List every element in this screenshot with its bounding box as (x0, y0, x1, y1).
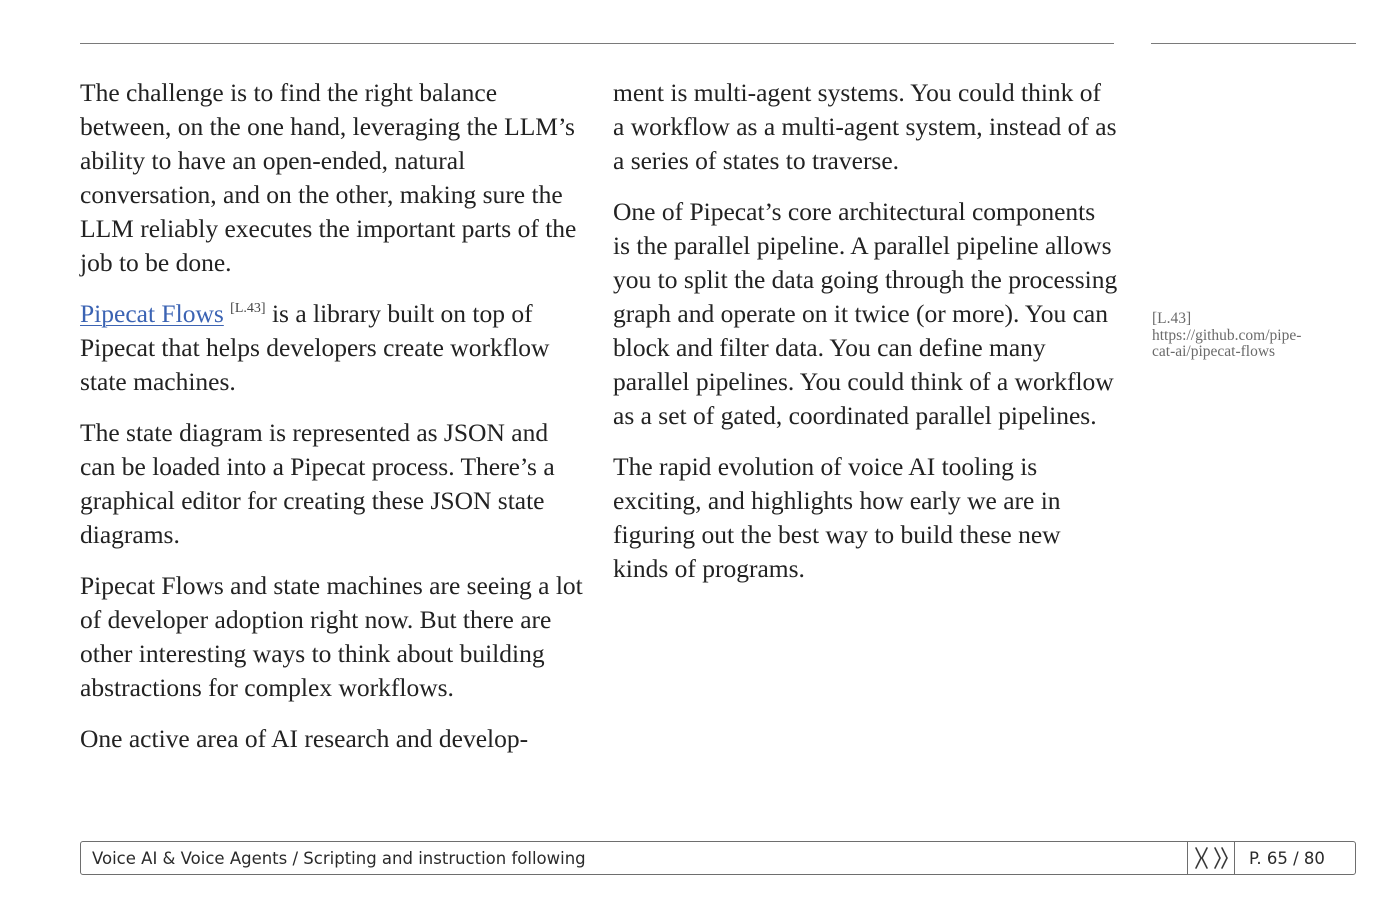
sidenote-ref: [L.43] (1152, 310, 1192, 327)
pipecat-flows-link[interactable]: Pipecat Flows (80, 299, 224, 328)
sidenote-url-line[interactable]: https://github.com/pipe- (1152, 326, 1302, 344)
paragraph: The challenge is to find the right balance between, on the one hand, leveraging the LLM’s ability to have an open-ended, natural conversation, and on the other, making sure the LLM reliably executes the important parts of the job to be done. (80, 78, 577, 277)
paragraph: One active area of AI research and develop- (80, 724, 529, 753)
sidenote-rule (1151, 43, 1356, 44)
paragraph: Pipecat Flows and state machines are seeing a lot of developer adoption right now. But there are other interesting ways to think about building abstractions for complex workflows. (80, 571, 583, 702)
page-indicator: P. 65 / 80 (1249, 848, 1325, 868)
header-rule (80, 43, 1114, 44)
reference-marker: [L.43] (230, 301, 266, 316)
footer-bar (80, 841, 1356, 875)
pipecat-logo-icon (1187, 842, 1235, 874)
paragraph: One of Pipecat’s core architectural components is the parallel pipeline. A parallel pipeline allows you to split the data going through the processing graph and operate on it twice (or more). You can block and filter data. You can define many parallel pipelines. You could think of a workflow as a set of gated, coordinated parallel pipelines. (613, 197, 1118, 430)
paragraph: The rapid evolution of voice AI tooling is exciting, and highlights how early we are in figuring out the best way to build these new kinds of programs. (613, 452, 1061, 583)
paragraph: The state diagram is represented as JSON and can be loaded into a Pipecat process. There’s a graphical editor for creating these JSON state diagrams. (80, 418, 555, 549)
breadcrumb[interactable]: Voice AI & Voice Agents / Scripting and instruction following (92, 848, 586, 868)
sidenote-url-line[interactable]: cat-ai/pipecat-flows (1152, 343, 1276, 360)
logo-glyph-icon (1192, 845, 1230, 871)
paragraph-pipecat-flows (80, 297, 585, 399)
paragraph-text: is a library built on top of Pipecat that helps developers create workflow state machines. (80, 299, 550, 396)
left-column (80, 76, 585, 773)
right-column (613, 76, 1118, 603)
sidenote (1152, 311, 1352, 361)
paragraph: ment is multi-agent systems. You could think of a workflow as a multi-agent system, instead of as a series of states to traverse. (613, 78, 1117, 175)
